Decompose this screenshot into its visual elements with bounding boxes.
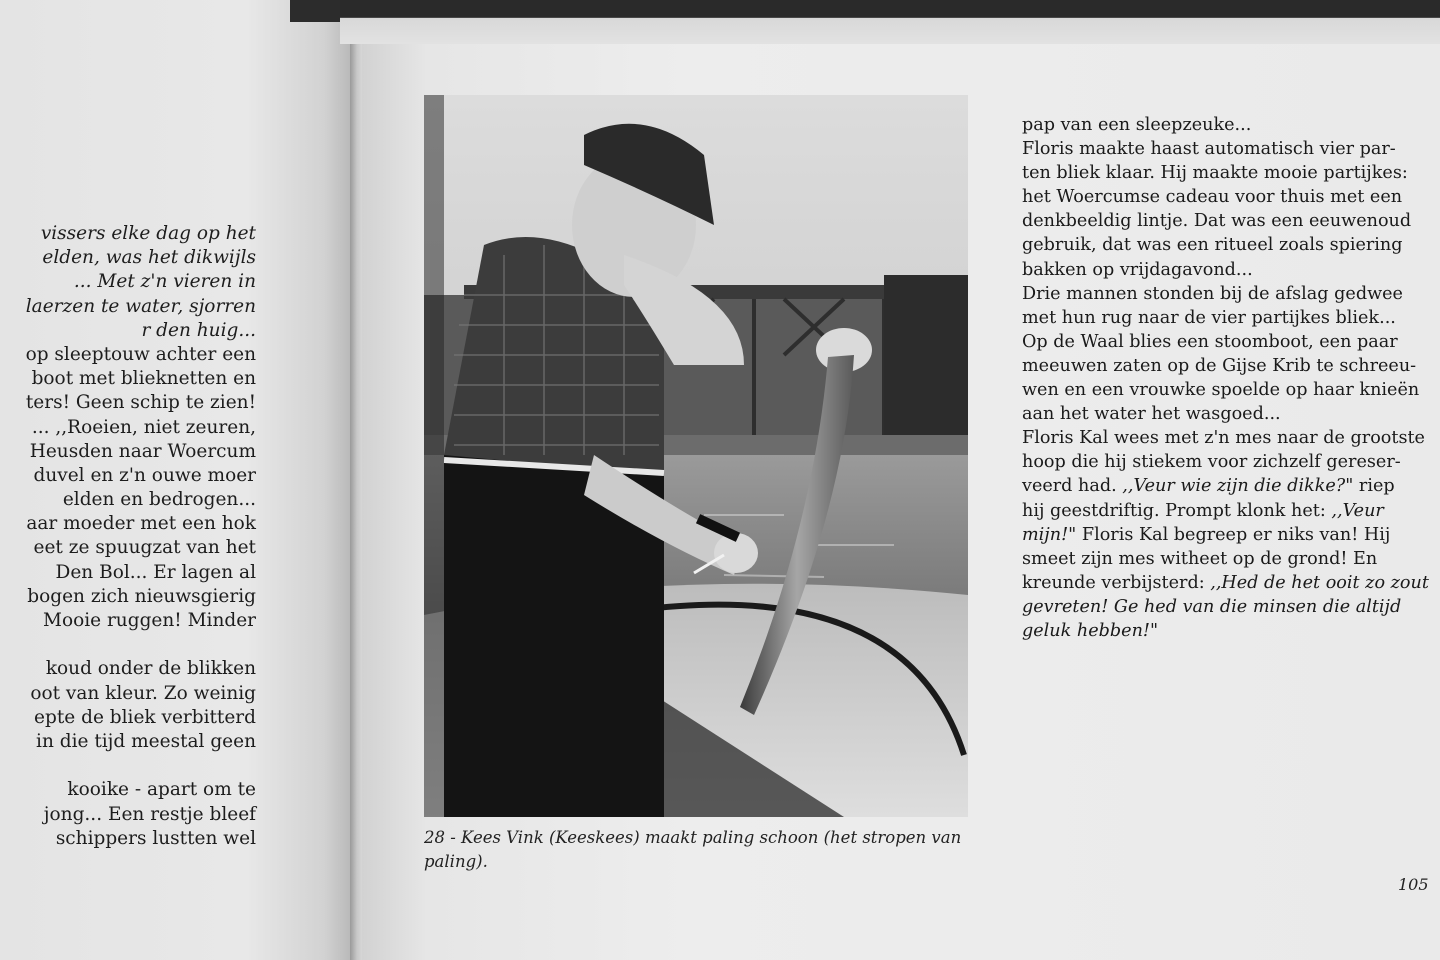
text-segment: gevreten! Ge hed van die minsen die altijd [1022, 596, 1402, 617]
text-line: koud onder de blikken [45, 658, 256, 680]
text-line [1022, 547, 1412, 571]
left-page-text [0, 222, 256, 851]
text-line: oot van kleur. Zo weinig [30, 682, 256, 704]
text-segment: hoop die hij stiekem voor zichzelf gereser- [1022, 452, 1401, 473]
text-segment: kreunde verbijsterd: [1022, 572, 1211, 593]
text-segment: bakken op vrijdagavond... [1022, 259, 1253, 280]
text-line: boot met blieknetten en [31, 368, 256, 390]
text-line [0, 754, 256, 778]
text-line: eet ze spuugzat van het [33, 537, 256, 559]
text-line: Mooie ruggen! Minder [43, 610, 256, 631]
text-line [1022, 571, 1429, 595]
text-segment: met hun rug naar de vier partijkes bliek... [1022, 307, 1396, 328]
text-line [1022, 282, 1412, 306]
text-segment: smeet zijn mes witheet op de grond! En [1022, 548, 1378, 569]
text-line: schippers lustten wel [55, 827, 256, 849]
text-line: Den Bol... Er lagen al [55, 561, 256, 583]
text-segment: gebruik, dat was een ritueel zoals spiering [1022, 235, 1403, 256]
text-line [1022, 499, 1412, 523]
text-line: duvel en z'n ouwe moer [33, 464, 256, 486]
text-line: epte de bliek verbitterd [34, 706, 256, 728]
text-segment: Floris maakte haast automatisch vier par- [1022, 139, 1396, 160]
right-page-text [1022, 113, 1429, 643]
text-line: r den huig... [141, 319, 256, 341]
text-line: bogen zich nieuwsgierig [27, 585, 256, 607]
photograph-fisherman-cleaning-eel [424, 95, 968, 817]
text-line: ... Met z'n vieren in [73, 271, 256, 293]
text-line [1022, 426, 1425, 450]
text-line [1022, 258, 1412, 282]
text-line: ters! Geen schip te zien! [25, 392, 256, 414]
text-segment: meeuwen zaten op de Gijse Krib te schreeu- [1022, 355, 1417, 376]
text-line [1022, 595, 1412, 619]
text-segment: ,,Veur wie zijn die dikke?" [1122, 476, 1354, 497]
text-line [1022, 330, 1412, 354]
text-line [1022, 450, 1412, 474]
text-line [0, 633, 256, 657]
text-segment: Floris Kal begreep er niks van! Hij [1076, 524, 1391, 545]
text-segment: het Woercumse cadeau voor thuis met een [1022, 187, 1403, 208]
text-line [1022, 619, 1412, 643]
page-number: 105 [1398, 875, 1429, 894]
text-line: elden en bedrogen... [62, 489, 256, 511]
text-line [1022, 523, 1412, 547]
text-segment: Floris Kal wees met z'n mes naar de grootste [1022, 428, 1425, 449]
text-line: ... ,,Roeien, niet zeuren, [31, 416, 256, 438]
text-line: in die tijd meestal geen [36, 730, 256, 752]
text-segment: ten bliek klaar. Hij maakte mooie partijkes: [1022, 163, 1408, 184]
text-segment: aan het water het wasgoed... [1022, 404, 1281, 425]
text-line [1022, 209, 1412, 233]
text-line: jong... Een restje bleef [43, 803, 256, 825]
text-line [1022, 306, 1412, 330]
photo-caption: 28 - Kees Vink (Keeskees) maakt paling schoon (het stropen van paling). [424, 828, 962, 871]
text-line: op sleeptouw achter een [25, 343, 256, 365]
text-segment: veerd had. [1022, 476, 1123, 497]
text-segment: hij geestdriftig. Prompt klonk het: [1022, 500, 1332, 521]
text-segment: geluk hebben!" [1022, 620, 1159, 641]
text-line [1022, 161, 1412, 185]
text-line [1022, 137, 1412, 161]
text-segment: ,,Hed de het ooit zo zout [1210, 572, 1429, 593]
text-line [1022, 474, 1412, 498]
text-segment: mijn!" [1022, 524, 1077, 545]
text-segment: Drie mannen stonden bij de afslag gedwee [1022, 283, 1403, 304]
left-page [0, 0, 352, 960]
text-line: kooike - apart om te [67, 779, 256, 801]
text-line: vissers elke dag op het [40, 223, 256, 244]
text-segment: Op de Waal blies een stoomboot, een paar [1022, 331, 1398, 352]
page-top-edge [340, 0, 1440, 44]
text-segment: denkbeeldig lintje. Dat was een eeuwenoud [1022, 211, 1412, 232]
text-line: Heusden naar Woercum [29, 440, 256, 462]
text-line: elden, was het dikwijls [42, 247, 256, 269]
text-segment: pap van een sleepzeuke... [1022, 115, 1252, 135]
text-line [1022, 113, 1412, 137]
text-line [1022, 378, 1420, 402]
text-line [1022, 233, 1412, 257]
text-line [1022, 402, 1412, 426]
text-segment: riep [1353, 476, 1395, 497]
text-segment: ,,Veur [1331, 500, 1384, 521]
text-line [1022, 354, 1417, 378]
text-line: aar moeder met een hok [26, 513, 256, 535]
text-segment: wen en een vrouwke spoelde op haar knieën [1022, 380, 1420, 401]
text-line [1022, 185, 1412, 209]
text-line: laerzen te water, sjorren [25, 295, 256, 317]
